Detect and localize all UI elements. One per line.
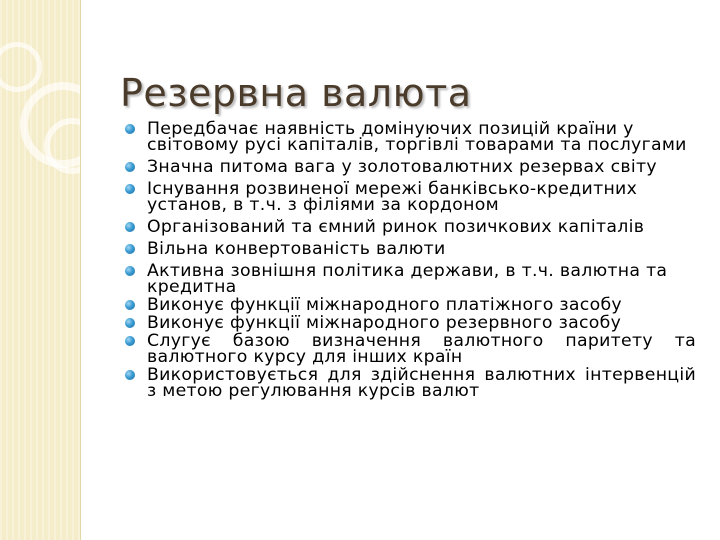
bullet-dot-icon: [125, 318, 135, 328]
bullet-dot-icon: [125, 162, 135, 172]
bullet-dot-icon: [125, 266, 135, 276]
bullet-list: [122, 121, 696, 405]
bullet-dot-icon: [125, 124, 135, 134]
decorative-side-band: [0, 0, 81, 540]
bullet-dot-icon: [125, 300, 135, 310]
bullet-text: Організований та ємний ринок позичкових капіталів: [147, 217, 645, 237]
bullet-item: [122, 121, 696, 153]
bullet-text: Використовується для здійснення валютних інтервенцій з метою регулювання курсів валют: [147, 365, 696, 401]
bullet-item: [122, 333, 696, 365]
bullet-text: Активна зовнішня політика держави, в т.ч. валютна та кредитна: [147, 261, 668, 297]
slide-title: Резервна валюта: [120, 71, 472, 116]
bullet-item: [122, 263, 696, 295]
bullet-dot-icon: [125, 244, 135, 254]
bullet-item: [122, 297, 696, 313]
bullet-text: Виконує функції міжнародного резервного засобу: [147, 313, 622, 333]
bullet-text: Значна питома вага у золотовалютних резервах світу: [147, 157, 657, 177]
bullet-text: Слугує базою визначення валютного паритету та валютного курсу для інших країн: [147, 331, 696, 367]
bullet-text: Виконує функції міжнародного платіжного засобу: [147, 295, 622, 315]
bullet-item: [122, 159, 696, 175]
bullet-text: Існування розвиненої мережі банківсько-кредитних установ, в т.ч. з філіями за кордоном: [147, 179, 638, 215]
bullet-item: [122, 241, 696, 257]
bullet-dot-icon: [125, 370, 135, 380]
bullet-item: [122, 181, 696, 213]
bullet-dot-icon: [125, 222, 135, 232]
bullet-text: Передбачає наявність домінуючих позицій країни у світовому русі капіталів, торгівлі товарами та послугами: [147, 119, 687, 155]
bullet-item: [122, 219, 696, 235]
bullet-dot-icon: [125, 336, 135, 346]
bullet-item: [122, 315, 696, 331]
bullet-dot-icon: [125, 184, 135, 194]
bullet-item: [122, 367, 696, 399]
bullet-text: Вільна конвертованість валюти: [147, 239, 446, 259]
